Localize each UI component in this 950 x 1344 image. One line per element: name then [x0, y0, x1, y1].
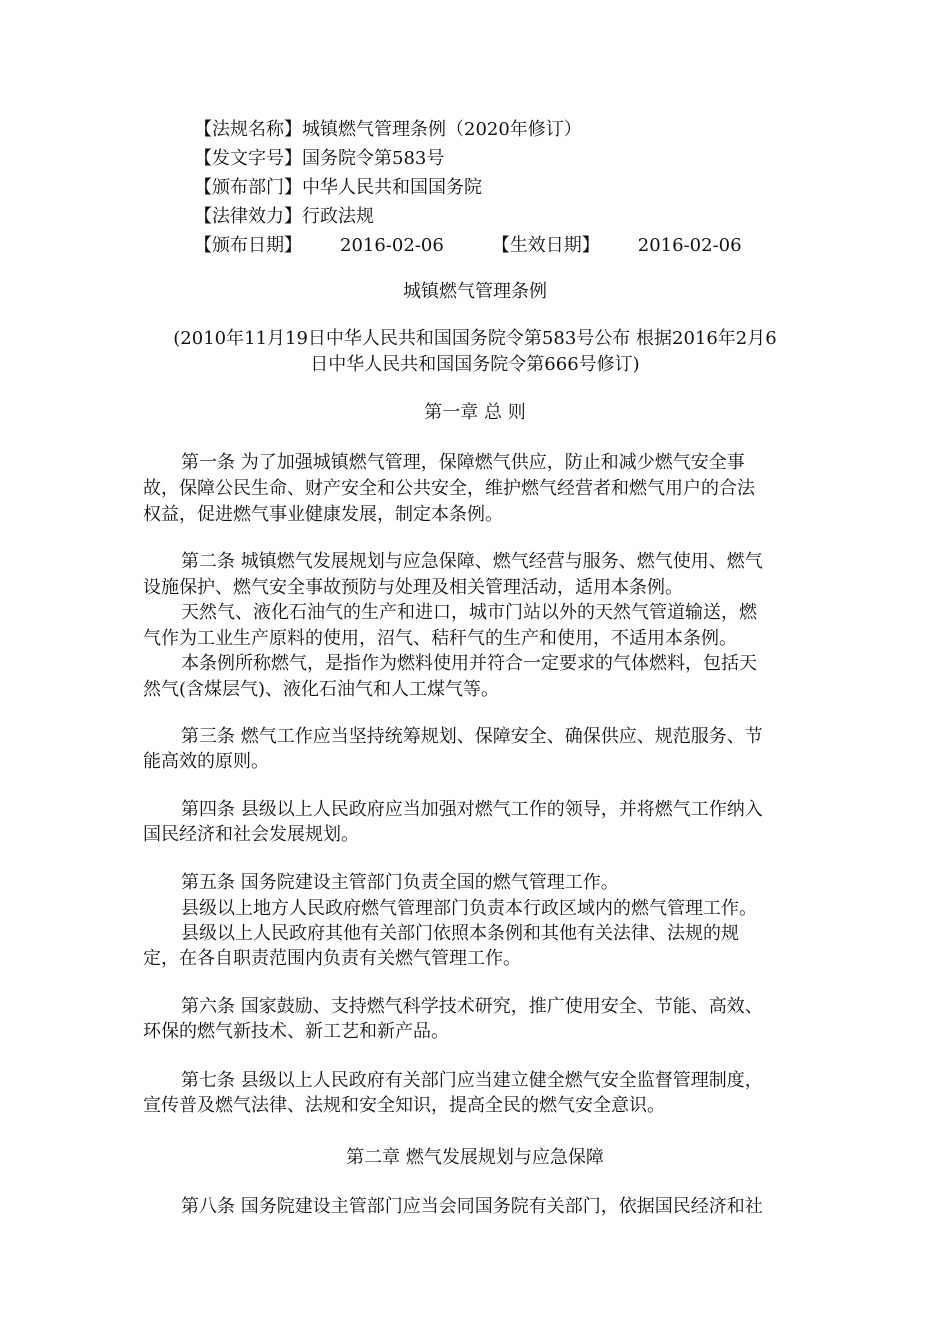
article-line: 环保的燃气新技术、新工艺和新产品。: [143, 1021, 449, 1042]
meta-label: 【颁布日期】: [194, 235, 302, 256]
revision-note-line: (2010年11月19日中华人民共和国国务院令第583号公布 根据2016年2月6: [173, 328, 777, 349]
chapter-heading: 第一章 总 则: [424, 402, 526, 423]
article-line: 第六条 国家鼓励、支持燃气科学技术研究，推广使用安全、节能、高效、: [181, 996, 763, 1017]
article-line: 定，在各自职责范围内负责有关燃气管理工作。: [143, 948, 521, 969]
article-line: 能高效的原则。: [143, 751, 269, 772]
meta-label: 【法律效力】: [194, 206, 302, 227]
meta-document-number: [194, 146, 444, 172]
meta-label: 【生效日期】: [491, 235, 600, 256]
meta-value: 行政法规: [302, 206, 374, 227]
document-title: 城镇燃气管理条例: [403, 281, 547, 302]
article-line: 第八条 国务院建设主管部门应当会同国务院有关部门，依据国民经济和社: [181, 1196, 763, 1217]
article-line: 第三条 燃气工作应当坚持统筹规划、保障安全、确保供应、规范服务、节: [181, 726, 763, 747]
revision-note-line: 日中华人民共和国国务院令第666号修订): [310, 354, 640, 375]
article-line: 宣传普及燃气法律、法规和安全知识，提高全民的燃气安全意识。: [143, 1095, 665, 1116]
article-line: 第二条 城镇燃气发展规划与应急保障、燃气经营与服务、燃气使用、燃气: [181, 551, 763, 572]
meta-value: 中华人民共和国国务院: [302, 177, 482, 198]
article-line: 设施保护、燃气安全事故预防与处理及相关管理活动，适用本条例。: [143, 577, 683, 598]
article-line: 国民经济和社会发展规划。: [143, 824, 359, 845]
article-line: 然气(含煤层气)、液化石油气和人工煤气等。: [143, 679, 500, 700]
meta-law-name: [194, 117, 582, 143]
meta-value: 2016-02-06: [340, 235, 444, 256]
article-line: 气作为工业生产原料的使用，沼气、秸秆气的生产和使用，不适用本条例。: [143, 628, 737, 649]
article-line: 故，保障公民生命、财产安全和公共安全，维护燃气经营者和燃气用户的合法: [143, 478, 755, 499]
meta-dates: [194, 233, 742, 259]
article-line: 天然气、液化石油气的生产和进口，城市门站以外的天然气管道输送，燃: [181, 602, 757, 623]
article-line: 第五条 国务院建设主管部门负责全国的燃气管理工作。: [181, 872, 619, 893]
meta-label: 【颁布部门】: [194, 177, 302, 198]
meta-value: 2016-02-06: [637, 235, 742, 256]
meta-value: 城镇燃气管理条例（2020年修订）: [302, 119, 582, 140]
article-line: 权益，促进燃气事业健康发展，制定本条例。: [143, 504, 503, 525]
meta-label: 【发文字号】: [194, 148, 302, 169]
article-line: 县级以上人民政府其他有关部门依照本条例和其他有关法律、法规的规: [181, 923, 739, 944]
meta-value: 国务院令第583号: [302, 148, 445, 169]
meta-legal-effect: [194, 204, 374, 230]
article-line: 第四条 县级以上人民政府应当加强对燃气工作的领导，并将燃气工作纳入: [181, 799, 763, 820]
article-line: 县级以上地方人民政府燃气管理部门负责本行政区域内的燃气管理工作。: [181, 898, 757, 919]
meta-issuing-department: [194, 175, 482, 201]
article-line: 本条例所称燃气，是指作为燃料使用并符合一定要求的气体燃料，包括天: [181, 653, 757, 674]
article-line: 第一条 为了加强城镇燃气管理，保障燃气供应，防止和减少燃气安全事: [181, 452, 745, 473]
article-line: 第七条 县级以上人民政府有关部门应当建立健全燃气安全监督管理制度，: [181, 1070, 763, 1091]
meta-label: 【法规名称】: [194, 119, 302, 140]
chapter-heading: 第二章 燃气发展规划与应急保障: [346, 1147, 604, 1168]
